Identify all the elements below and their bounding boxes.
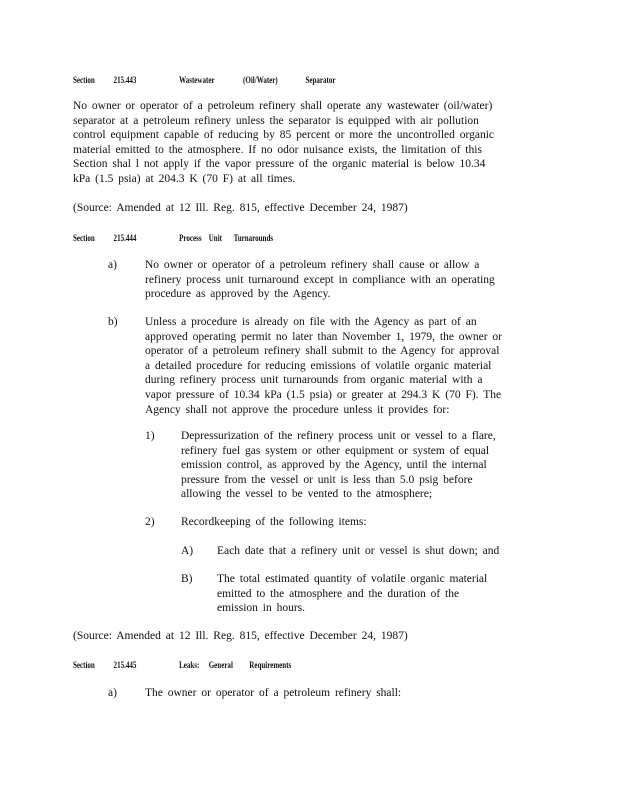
- section-title-word-2: (Oil/Water): [243, 75, 278, 85]
- section-title-word-1: Leaks:: [179, 660, 200, 670]
- section-number: 215.443: [113, 75, 137, 85]
- subitem-label-B: B): [181, 573, 193, 585]
- section-word: Section: [73, 75, 95, 85]
- subitem-2-text: Recordkeeping of the following items:: [181, 516, 367, 528]
- section-title-word-1: Wastewater: [179, 75, 215, 85]
- section-word: Section: [73, 660, 95, 670]
- item-b-text: Unless a procedure is already on file with the Agency as part of an approved operating permit no later than November 1, 1979, the owner or operator of a petroleum refinery shall submit to the Agency for approval a detailed procedure for reducing emissions of volatile organic material during refinery process unit turnarounds from organic material with a vapor pressure of 10.34 kPa (1.5 psia) or greater at 294.3 K (70 F). The Agency shall not approve the procedure unless it provides for:: [145, 316, 502, 416]
- section-215-443-body: No owner or operator of a petroleum refinery shall operate any wastewater (oil/water) separator at a petroleum refinery unless the separator is equipped with air pollution control equipment capable of reducing by 85 percent or more the uncontrolled organic material emitted to the atmosphere. If no odor nuisance exists, the limitation of this Section shal l not apply if the vapor pressure of the organic material is below 10.34 kPa (1.5 psia) at 204.3 K (70 F) at all times.: [73, 100, 495, 185]
- section-title-word-2: General: [208, 660, 233, 670]
- section-title-word-3: Requirements: [249, 660, 292, 670]
- item-a-text: No owner or operator of a petroleum refinery shall cause or allow a refinery process unit turnaround except in compliance with an operating procedure as approved by the Agency.: [145, 259, 495, 301]
- section-heading-215-443: [73, 75, 335, 85]
- section-title-word-3: Separator: [305, 75, 336, 85]
- section-215-443-source: (Source: Amended at 12 Ill. Reg. 815, effective December 24, 1987): [73, 202, 408, 214]
- item-a-text: The owner or operator of a petroleum refinery shall:: [145, 687, 402, 699]
- section-heading-215-445: [73, 660, 291, 670]
- item-label-a: a): [108, 687, 117, 699]
- subitem-1-text: Depressurization of the refinery process unit or vessel to a flare, refinery fuel gas system or other equipment or system of equal emission control, as approved by the Agency, until the internal pressure from the vessel or unit is less than 5.0 psig before allowing the vessel to be vented to the atmosphere;: [181, 430, 496, 501]
- item-label-a: a): [108, 259, 117, 271]
- item-label-b: b): [108, 316, 118, 328]
- section-title-word-2: Unit: [208, 233, 222, 243]
- section-number: 215.445: [113, 660, 137, 670]
- subitem-label-1: 1): [145, 430, 155, 442]
- section-number: 215.444: [113, 233, 137, 243]
- subitem-B-text: The total estimated quantity of volatile organic material emitted to the atmosphere and the duration of the emission in hours.: [217, 573, 488, 615]
- section-title-word-3: Turnarounds: [233, 233, 274, 243]
- subitem-A-text: Each date that a refinery unit or vessel is shut down; and: [217, 545, 500, 557]
- section-word: Section: [73, 233, 95, 243]
- subitem-label-2: 2): [145, 516, 155, 528]
- section-heading-215-444: [73, 233, 273, 243]
- section-215-444-source: (Source: Amended at 12 Ill. Reg. 815, effective December 24, 1987): [73, 630, 408, 642]
- subitem-label-A: A): [181, 545, 194, 557]
- section-title-word-1: Process: [179, 233, 202, 243]
